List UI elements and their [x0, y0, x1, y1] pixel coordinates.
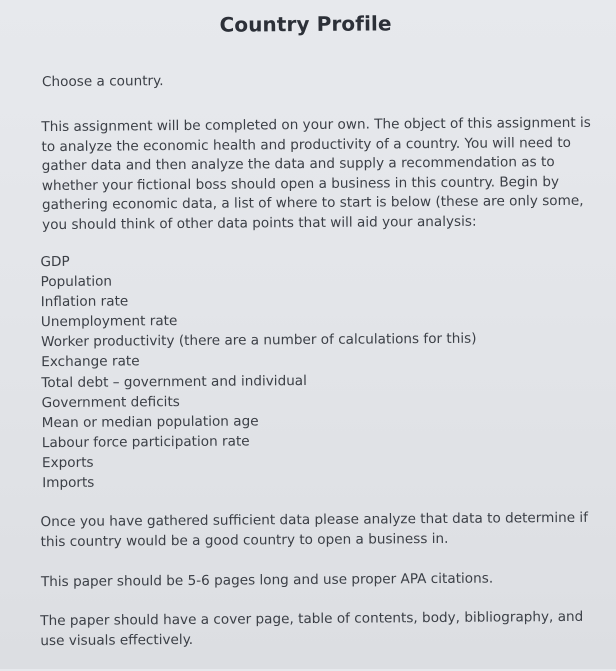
- list-item: Imports: [42, 474, 95, 492]
- intro-line: whether your fictional boss should open a business in this country. Begin by: [41, 173, 560, 194]
- list-item: Labour force participation rate: [41, 433, 250, 451]
- list-item: Exports: [41, 454, 94, 472]
- analysis-paragraph: [40, 509, 588, 552]
- intro-line: This assignment will be completed on your own. The object of this assignment is: [41, 114, 591, 136]
- list-item: Unemployment rate: [40, 313, 178, 331]
- intro-line: gathering economic data, a list of where to start is below (these are only some,: [41, 193, 584, 214]
- list-item: Worker productivity (there are a number of calculations for this): [40, 331, 477, 351]
- choose-country-instruction: Choose a country.: [41, 73, 164, 91]
- list-item: Government deficits: [41, 393, 180, 411]
- list-item: Mean or median population age: [41, 413, 259, 431]
- list-item: Exchange rate: [41, 353, 140, 371]
- page-title: Country Profile: [219, 11, 392, 37]
- intro-line: gather data and then analyze the data and supply a recommendation as to: [41, 154, 555, 175]
- list-item: Inflation rate: [40, 293, 129, 311]
- structure-paragraph: [40, 608, 583, 651]
- structure-line: use visuals effectively.: [40, 631, 194, 649]
- intro-paragraph: [41, 114, 591, 236]
- structure-line: The paper should have a cover page, table of contents, body, bibliography, and: [40, 608, 584, 630]
- analysis-line: this country would be a good country to open a business in.: [40, 530, 449, 550]
- data-points-list: [40, 249, 477, 494]
- intro-line: to analyze the economic health and productivity of a country. You will need to: [41, 134, 572, 155]
- list-item: Population: [40, 273, 113, 291]
- length-requirement: This paper should be 5-6 pages long and use proper APA citations.: [40, 570, 494, 591]
- intro-line: you should think of other data points that will aid your analysis:: [42, 213, 477, 234]
- list-item: GDP: [40, 253, 70, 271]
- analysis-line: Once you have gathered sufficient data please analyze that data to determine if: [40, 509, 589, 531]
- list-item: Total debt – government and individual: [41, 372, 307, 391]
